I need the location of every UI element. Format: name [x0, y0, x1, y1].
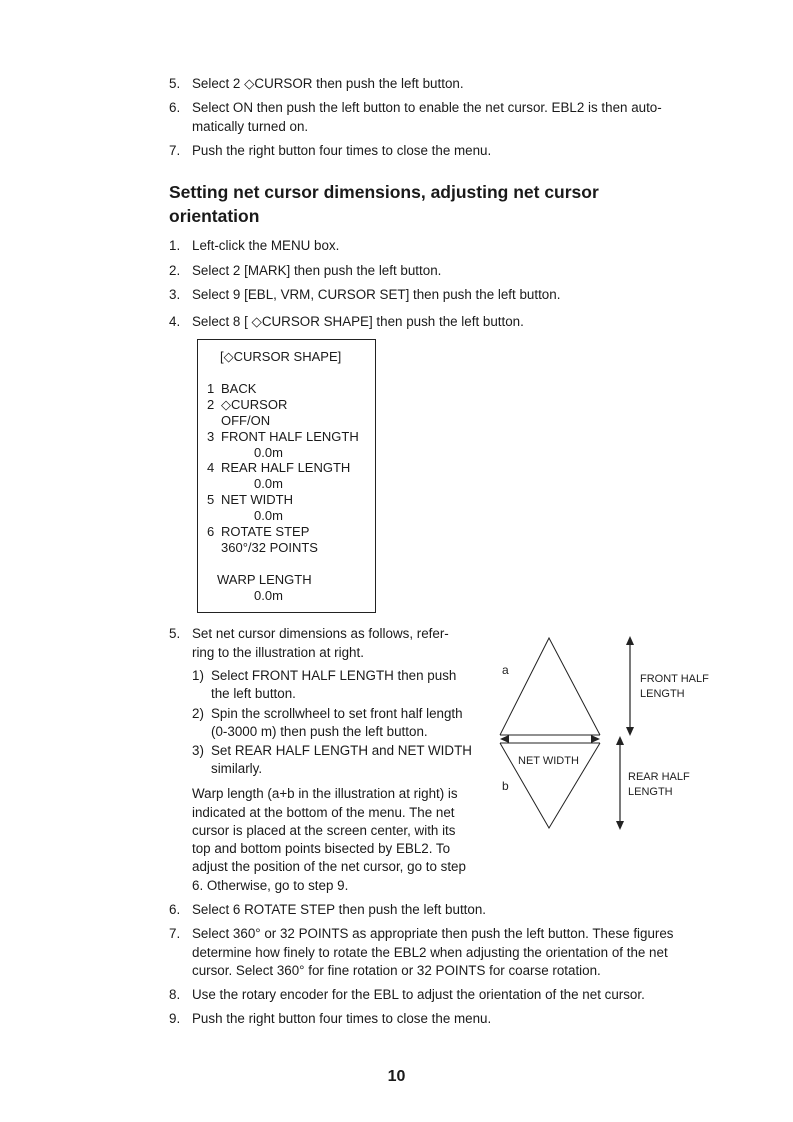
step-number: 3. — [169, 287, 181, 302]
step-number: 4. — [169, 314, 181, 329]
step-number: 6. — [169, 100, 181, 115]
figure-label-b: b — [502, 779, 509, 793]
step-text: ring to the illustration at right. — [192, 645, 364, 660]
substep-text: (0-3000 m) then push the left button. — [211, 724, 428, 739]
menu-item-value: 360°/32 POINTS — [221, 540, 318, 555]
substep-text: Spin the scrollwheel to set front half length — [211, 706, 463, 721]
page-number: 10 — [387, 1068, 406, 1085]
para-line: cursor is placed at the screen center, with its — [192, 823, 456, 838]
step-number: 1. — [169, 238, 181, 253]
step-number: 8. — [169, 987, 181, 1002]
menu-item-net-width[interactable]: NET WIDTH — [221, 492, 293, 507]
step-text: Select 6 ROTATE STEP then push the left button. — [192, 902, 487, 917]
step-text: Left-click the MENU box. — [192, 238, 340, 253]
arrowhead-right — [591, 735, 600, 743]
substep-number: 2) — [192, 706, 204, 721]
step-text: Push the right button four times to close the menu. — [192, 143, 492, 158]
para-line: indicated at the bottom of the menu. The net — [192, 805, 455, 820]
para-line: Warp length (a+b in the illustration at right) is — [192, 786, 458, 801]
para-line: adjust the position of the net cursor, go to step — [192, 859, 466, 874]
step-text: Select 2 ◇CURSOR then push the left button. — [192, 76, 464, 91]
step-text: Use the rotary encoder for the EBL to adjust the orientation of the net cursor. — [192, 987, 645, 1002]
step-number: 5. — [169, 76, 181, 91]
figure-label-a: a — [502, 663, 509, 677]
step-text: Set net cursor dimensions as follows, refer- — [192, 626, 449, 641]
menu-title: [◇CURSOR SHAPE] — [220, 349, 342, 364]
step-text: Select 2 [MARK] then push the left button. — [192, 263, 442, 278]
figure-label-net-width: NET WIDTH — [518, 755, 579, 767]
substep-text: the left button. — [211, 686, 296, 701]
menu-item-number: 2 — [207, 397, 215, 412]
figure-label-front-half: FRONT HALF — [640, 673, 709, 685]
warp-length-value: 0.0m — [254, 588, 283, 603]
arrowhead-left — [500, 735, 509, 743]
para-line: 6. Otherwise, go to step 9. — [192, 878, 349, 893]
step-text: Push the right button four times to close the menu. — [192, 1011, 492, 1026]
cursor-shape-menu — [197, 339, 376, 613]
menu-item-value: OFF/ON — [221, 413, 271, 428]
step-text: cursor. Select 360° for fine rotation or 32 POINTS for coarse rotation. — [192, 963, 601, 978]
substep-text: similarly. — [211, 761, 263, 776]
step-text: matically turned on. — [192, 119, 309, 134]
menu-item-value: 0.0m — [254, 508, 283, 523]
menu-item-cursor[interactable]: ◇CURSOR — [221, 397, 288, 412]
net-cursor-figure — [480, 625, 740, 845]
para-line: top and bottom points bisected by EBL2. To — [192, 841, 451, 856]
step-number: 2. — [169, 263, 181, 278]
menu-item-value: 0.0m — [254, 445, 283, 460]
arrowhead-down — [616, 821, 624, 830]
menu-item-number: 4 — [207, 460, 215, 475]
menu-item-back[interactable]: BACK — [221, 381, 257, 396]
step-number: 9. — [169, 1011, 181, 1026]
section-heading: Setting net cursor dimensions, adjusting net cursor orientation — [169, 182, 599, 226]
step-text: Select 9 [EBL, VRM, CURSOR SET] then push the left button. — [192, 287, 561, 302]
figure-label-rear-half: REAR HALF — [628, 771, 690, 783]
menu-item-number: 6 — [207, 524, 215, 539]
warp-length-label: WARP LENGTH — [217, 572, 312, 587]
step-number: 5. — [169, 626, 181, 641]
step-text: determine how finely to rotate the EBL2 when adjusting the orientation of the net — [192, 945, 668, 960]
substep-text: Select FRONT HALF LENGTH then push — [211, 668, 457, 683]
figure-label-rear-half: LENGTH — [628, 786, 673, 798]
net-cursor-diagram — [480, 625, 740, 845]
step-number: 6. — [169, 902, 181, 917]
arrowhead-down — [626, 727, 634, 736]
step-text: Select 8 [ ◇CURSOR SHAPE] then push the left button. — [192, 314, 524, 329]
figure-label-front-half: LENGTH — [640, 688, 685, 700]
menu-item-number: 5 — [207, 492, 215, 507]
arrowhead-up — [616, 736, 624, 745]
menu-item-number: 3 — [207, 429, 215, 444]
menu-item-front-half-length[interactable]: FRONT HALF LENGTH — [221, 429, 359, 444]
substep-number: 1) — [192, 668, 204, 683]
menu-item-number: 1 — [207, 381, 215, 396]
step-text: Select 360° or 32 POINTS as appropriate then push the left button. These figures — [192, 926, 674, 941]
menu-item-rear-half-length[interactable]: REAR HALF LENGTH — [221, 460, 351, 475]
substep-text: Set REAR HALF LENGTH and NET WIDTH — [211, 743, 472, 758]
step-text: Select ON then push the left button to enable the net cursor. EBL2 is then auto- — [192, 100, 662, 115]
step-number: 7. — [169, 143, 181, 158]
menu-item-rotate-step[interactable]: ROTATE STEP — [221, 524, 310, 539]
menu-item-value: 0.0m — [254, 476, 283, 491]
arrowhead-up — [626, 636, 634, 645]
step-number: 7. — [169, 926, 181, 941]
front-half-triangle — [500, 638, 600, 735]
substep-number: 3) — [192, 743, 204, 758]
